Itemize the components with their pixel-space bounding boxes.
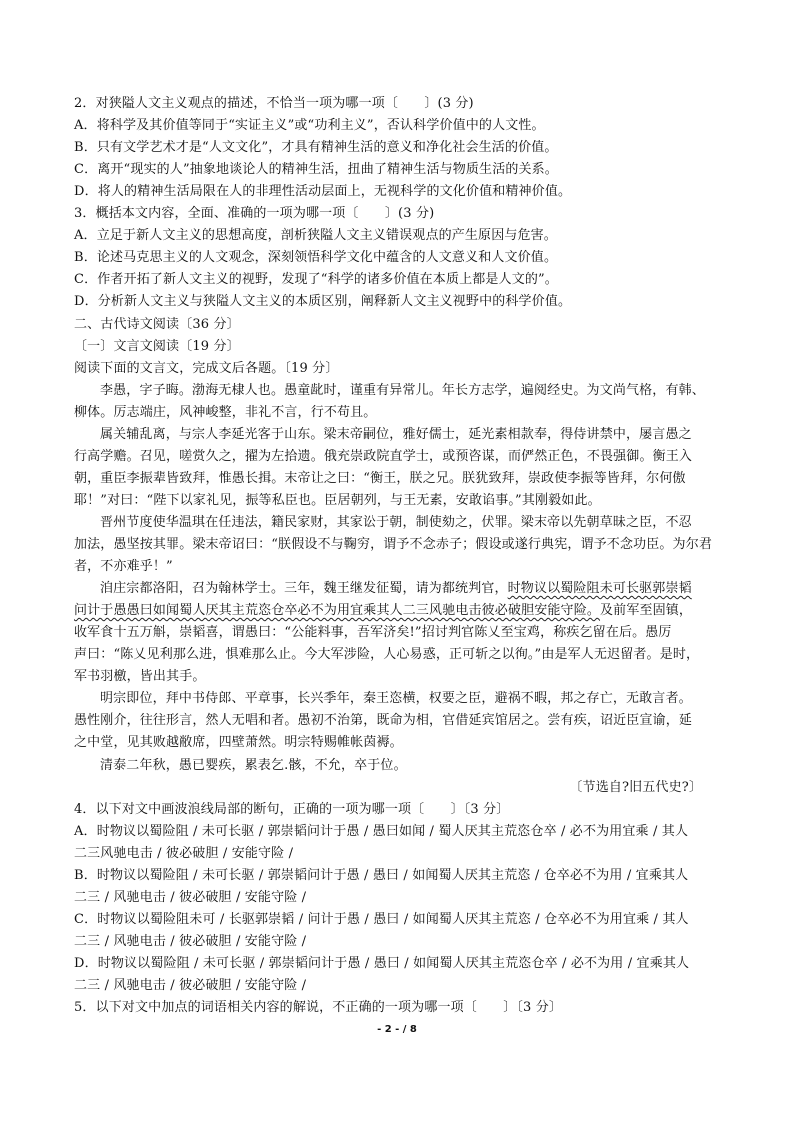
text-line <box>74 203 434 225</box>
line-text: D．分析新人文主义与狭隘人文主义的本质区别，阐释新人文主义视野中的科学价值。 <box>74 294 572 310</box>
text-line <box>74 247 557 269</box>
text-line <box>74 534 712 556</box>
line-text: 二三 / 风驰电击 / 彼必破胆 / 安能守险 / <box>74 889 307 905</box>
text-line <box>74 93 474 115</box>
text-line <box>74 975 306 997</box>
line-text: 声曰：“陈乂见利那么进，惧难那么止。今大军涉险，人心易惑，正可斩之以徇。”由是军人无迟留者。是时， <box>74 647 700 663</box>
line-text: 属关辅乱离，与宗人李延光客于山东。梁末帝嗣位，雅好儒士，延光素相款奉，得侍讲禁中，屡言愚之 <box>100 426 692 442</box>
line-text: 二、古代诗文阅读〔36 分〕 <box>74 316 240 332</box>
line-text: 2．对狭隘人文主义观点的描述，不恰当一项为哪一项〔 〕(3 分) <box>74 96 474 111</box>
line-text: C．时物议以蜀险阻未可 / 长驱郭崇韬 / 问计于愚 / 愚曰 / 如闻蜀人厌其主荒恣 / 仓卒必不为用宜乘 / 其人 <box>74 911 689 927</box>
line-text: D．将人的精神生活局限在人的非理性活动层面上，无视科学的文化价值和精神价值。 <box>74 184 572 200</box>
text-line <box>100 512 692 534</box>
text-line <box>100 578 692 600</box>
text-line <box>74 225 557 247</box>
text-line <box>74 953 689 975</box>
wavy-underlined-text: 时物议以蜀险阻未可长驱郭崇韬 <box>507 581 692 597</box>
line-text: 行高学赡。召见，嗟赏久之，擢为左拾遗。俄充崇政院直学士，或预咨谋，而俨然正色，不畏强御。衡王入 <box>74 448 693 464</box>
line-text-after: 及前军至固镇， <box>600 603 693 619</box>
line-text: 者，不亦难乎！” <box>74 559 173 575</box>
text-line <box>74 931 306 953</box>
text-line <box>74 865 688 887</box>
line-text: C．作者开拓了新人文主义的视野，发现了“科学的诸多价值在本质上都是人文的”。 <box>74 272 558 288</box>
text-line <box>74 556 173 578</box>
line-text: C．离开“现实的人”抽象地谈论人的精神生活，扭曲了精神生活与物质生活的关系。 <box>74 162 558 178</box>
line-text: 二三 / 风驰电击 / 彼必破胆 / 安能守险 / <box>74 933 307 949</box>
text-line <box>569 777 702 799</box>
text-line <box>74 600 692 622</box>
text-line <box>74 666 206 688</box>
line-text: 4．以下对文中画波浪线局部的断句，正确的一项为哪一项〔 〕〔3 分〕 <box>74 801 510 817</box>
line-text: 柳体。厉志端庄，风神峻整，非礼不言，行不苟且。 <box>74 404 377 420</box>
line-text: 3．概括本文内容，全面、准确的一项为哪一项〔 〕(3 分) <box>74 206 435 222</box>
line-text: A．时物议以蜀险阻 / 未可长驱 / 郭崇韬问计于愚 / 愚曰如闻 / 蜀人厌其主荒恣仓卒 / 必不为用宜乘 / 其人 <box>74 823 689 839</box>
text-line <box>100 688 692 710</box>
text-line <box>74 997 562 1019</box>
line-text: 〔节选自?旧五代史?〕 <box>569 779 702 795</box>
text-line <box>74 181 571 203</box>
line-text: B．论述马克思主义的人文观念，深刻领悟科学文化中蕴含的人文意义和人文价值。 <box>74 250 558 266</box>
line-text: 明宗即位，拜中书侍郎、平章事，长兴季年，秦王恣横，权要之臣，避祸不暇，邦之存亡，无敢言者。 <box>100 691 692 707</box>
text-line <box>74 622 672 644</box>
text-line <box>74 269 558 291</box>
line-text: 阅读下面的文言文，完成文后各题。〔19 分〕 <box>74 360 339 376</box>
text-line <box>74 115 545 137</box>
text-line <box>74 358 338 380</box>
text-line <box>74 644 699 666</box>
text-line <box>74 336 240 358</box>
line-text: A．立足于新人文主义的思想高度，剖析狭隘人文主义错误观点的产生原因与危害。 <box>74 228 557 244</box>
text-line <box>74 909 689 931</box>
line-text: B．只有文学艺术才是“人文文化”，才具有精神生活的意义和净化社会生活的价值。 <box>74 140 558 156</box>
text-line <box>74 137 558 159</box>
text-line <box>74 843 293 865</box>
line-text: 朝，重臣李振辈皆致拜，惟愚长揖。末帝让之曰：“衡王，朕之兄。朕犹致拜，崇政使李振等皆拜，尔何傲 <box>74 470 686 486</box>
line-text: 收军食十五万斛，崇韬喜，谓愚曰：“公能料事，吾军济矣!”招讨判官陈乂至宝鸡，称疾乞留在后。愚厉 <box>74 625 672 641</box>
text-line <box>100 755 407 777</box>
text-line <box>74 490 601 512</box>
line-text: D．时物议以蜀险阻 / 未可长驱 / 郭崇韬问计于愚 / 愚曰 / 如闻蜀人厌其主荒恣仓卒 / 必不为用 / 宜乘其人 <box>74 955 690 971</box>
line-text: 愚性刚介，往往形言，然人无唱和者。愚初不治第，既命为相，官借延宾馆居之。尝有疾，诏近臣宣谕，延 <box>74 713 693 729</box>
line-text: B．时物议以蜀险阻 / 未可长驱 / 郭崇韬问计于愚 / 愚曰 / 如闻蜀人厌其主荒恣 / 仓卒必不为用 / 宜乘其人 <box>74 867 689 883</box>
text-line <box>74 799 509 821</box>
line-text: 二三风驰电击 / 彼必破胆 / 安能守险 / <box>74 845 294 861</box>
text-line <box>74 446 692 468</box>
text-line <box>74 821 688 843</box>
line-text: 李愚，字子晦。渤海无棣人也。愚童龀时，谨重有异常儿。年长方志学，遍阅经史。为文尚气格，有韩、 <box>100 382 705 398</box>
text-line <box>100 424 692 446</box>
line-text: 军书羽檄，皆出其手。 <box>74 669 206 685</box>
line-text: 晋州节度使华温琪在任违法，籍民家财，其家讼于朝，制使劾之，伏罪。梁末帝以先朝草昧之臣，不忍 <box>100 514 692 530</box>
text-line <box>74 710 692 732</box>
line-text: 二三 / 风驰电击 / 彼必破胆 / 安能守险 / <box>74 978 307 993</box>
text-line <box>100 380 705 402</box>
line-text: 清泰二年秋，愚已婴疾，累表乞.骸，不允，卒于位。 <box>100 757 407 773</box>
text-line <box>74 468 686 490</box>
line-text: 洎庄宗都洛阳，召为翰林学士。三年，魏王继发征蜀，请为都统判官， <box>100 581 508 597</box>
text-line <box>74 159 558 181</box>
page-number: - 2 - / 8 <box>377 1024 417 1035</box>
text-line <box>74 291 571 313</box>
line-text: 〔一〕文言文阅读〔19 分〕 <box>74 338 240 354</box>
line-text: 加法，愚坚按其罪。梁末帝诏曰：“朕假设不与鞠穷，谓予不念赤子；假设或遂行典宪，谓予不念功臣。为尔君 <box>74 537 712 552</box>
text-line <box>74 732 403 754</box>
text-line <box>74 887 306 909</box>
line-text: 5．以下对文中加点的词语相关内容的解说，不正确的一项为哪一项〔 〕〔3 分〕 <box>74 1000 563 1016</box>
text-line <box>74 314 240 336</box>
line-text: 耶！”对曰：“陛下以家礼见，振等私臣也。臣居朝列，与王无素，安敢谄事。”其刚毅如此。 <box>74 492 601 508</box>
wavy-underlined-text: 问计于愚愚曰如闻蜀人厌其主荒恣仓卒必不为用宜乘其人二三风驰电击彼必破胆安能守险。 <box>74 603 601 619</box>
line-text: 之中堂，见其败越敝席，四壁萧然。明宗特赐帷帐茵褥。 <box>74 735 403 751</box>
text-line <box>74 402 376 424</box>
line-text: A．将科学及其价值等同于“实证主义”或“功利主义”，否认科学价值中的人文性。 <box>74 118 545 134</box>
